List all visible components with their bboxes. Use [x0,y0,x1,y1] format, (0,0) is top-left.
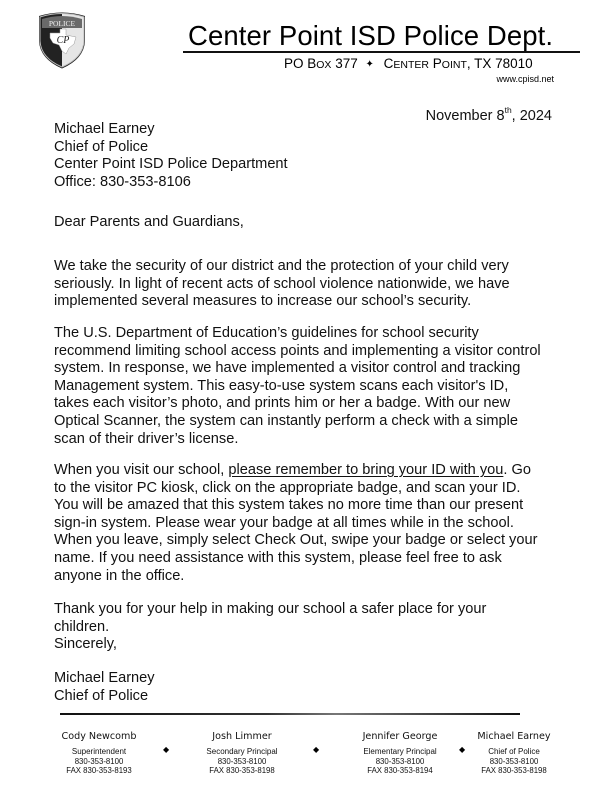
letterhead-underline [183,51,580,53]
underlined-id-reminder: please remember to bring your ID with you [228,462,504,478]
sender-organization: Center Point ISD Police Department [54,156,288,173]
sender-name: Michael Earney [54,121,155,137]
footer-contact-chief-of-police: Michael Earney Chief of Police 830-353-8100 FAX 830-353-8198 [477,731,551,776]
police-badge-logo [36,11,88,69]
salutation: Dear Parents and Guardians, [54,214,244,230]
diamond-separator-icon: ◆ [459,745,466,754]
footer-divider [60,713,520,715]
four-point-star-separator-icon: ✦ [365,59,374,70]
footer-contact-secondary-principal: Josh Limmer Secondary Principal 830-353-8100 FAX 830-353-8198 [206,731,278,776]
signature-name: Michael Earney [54,670,155,686]
svg-text:POLICE: POLICE [48,19,76,28]
letterhead-address: PO BOX 377 ✦ CENTER POINT, TX 78010 [284,56,533,71]
signature-block [54,670,559,705]
diamond-separator-icon: ◆ [313,745,320,754]
letter-date: November 8th, 2024 [425,105,552,124]
paragraph-1: We take the security of our district and the protection of your child very seriously. In light of recent acts of school violence nationwide, we have implemented several measures to increase our school’s security. [54,258,510,310]
sender-title: Chief of Police [54,138,149,155]
paragraph-4: Thank you for your help in making our school a safer place for your children. Sincerely, [54,601,559,654]
sender-block [54,121,559,191]
police-badge-shield-icon [36,11,88,69]
svg-text:CP: CP [56,35,70,46]
signature-title: Chief of Police [54,687,149,704]
footer-contact-superintendent: Cody Newcomb Superintendent 830-353-8100 FAX 830-353-8193 [61,731,137,776]
paragraph-3: When you visit our school, please remember to bring your ID with you. Go to the visitor PC kiosk, click on the appropriate badge, and scan your ID. You will be amazed that this system takes no more time than our present sign-in system. Please wear your badge at all times while in the school. When you leave, simply select Check Out, swipe your badge or select your name. If you need assistance with this system, please feel free to ask anyone in the office. [54,462,538,584]
letterhead-title: Center Point ISD Police Dept. [188,20,554,51]
footer-contact-elementary-principal: Jennifer George Elementary Principal 830-353-8100 FAX 830-353-8194 [362,731,438,776]
sender-office-phone: Office: 830-353-8106 [54,173,191,190]
closing: Sincerely, [54,636,117,653]
website-link[interactable]: www.cpisd.net [496,74,554,84]
diamond-separator-icon: ◆ [163,745,170,754]
paragraph-2: The U.S. Department of Education’s guidelines for school security recommend limiting school access points and implementing a visitor control system. In response, we have implemented a visitor control and tracking Management system. This easy-to-use system scans each visitor's ID, takes each visitor’s photo, and prints him or her a badge. With our new Optical Scanner, the system can instantly perform a check with a simple scan of their driver’s license. [54,325,541,447]
